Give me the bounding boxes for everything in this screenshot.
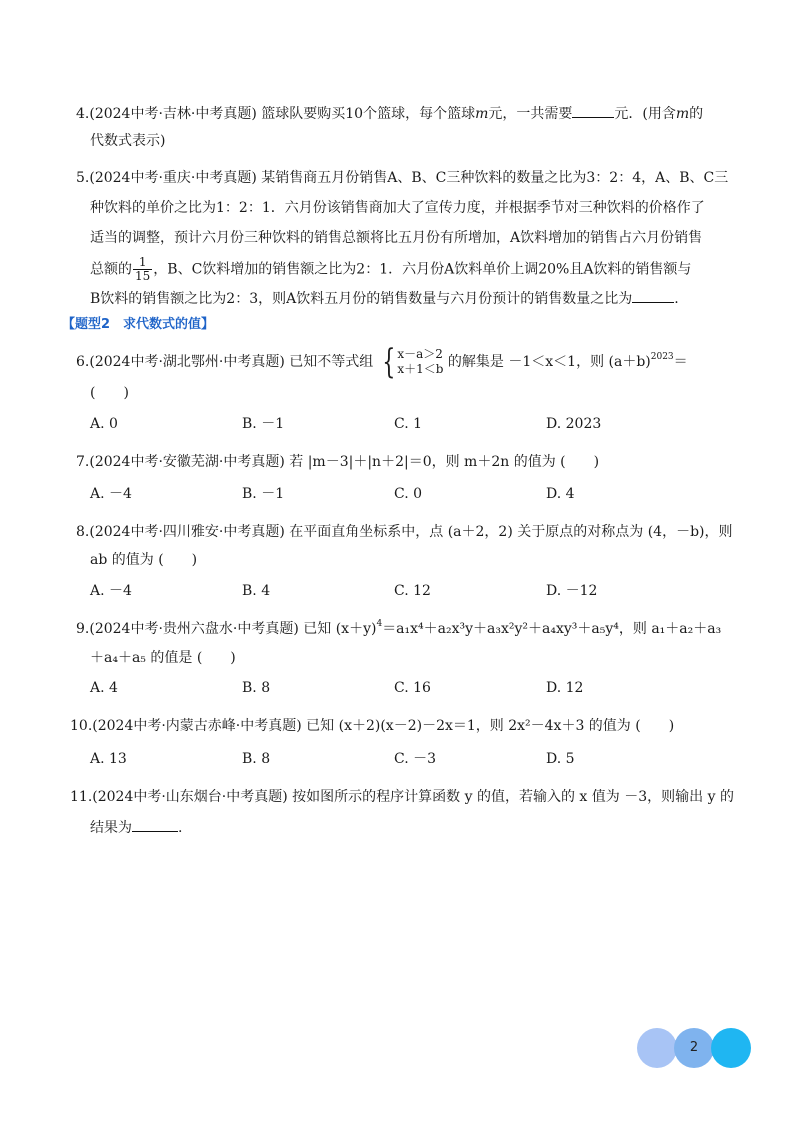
option-a[interactable]: A. 0 bbox=[90, 416, 118, 432]
question-text: 的解集是 －1＜x＜1，则 (a＋b) bbox=[447, 354, 651, 370]
question-11 bbox=[70, 787, 734, 807]
question-number: 8. bbox=[76, 524, 90, 540]
question-4-line2: 代数式表示) bbox=[90, 133, 166, 149]
option-b[interactable]: B. －1 bbox=[242, 416, 285, 432]
question-5-line4 bbox=[90, 256, 691, 283]
question-text: 元，一共需要 bbox=[488, 106, 573, 122]
inequality-2: x＋1＜b bbox=[397, 362, 444, 376]
question-5-line2: 种饮料的单价之比为1：2：1．六月份该销售商加大了宣传力度，并根据季节对三种饮料的价格作了 bbox=[90, 200, 705, 216]
question-text: 已知 (x＋y) bbox=[303, 621, 377, 637]
option-c[interactable]: C. 16 bbox=[394, 680, 431, 696]
question-text: ，B、C饮料增加的销售额之比为2：1．六月份A饮料单价上调20%且A饮料的销售额与 bbox=[153, 261, 692, 278]
option-b[interactable]: B. 8 bbox=[242, 751, 271, 767]
question-text: 已知不等式组 bbox=[289, 354, 374, 370]
question-4 bbox=[76, 103, 703, 124]
answer-blank[interactable] bbox=[572, 103, 614, 118]
question-8 bbox=[76, 522, 733, 542]
variable: m bbox=[675, 106, 690, 122]
question-6 bbox=[76, 342, 688, 382]
option-a[interactable]: A. －4 bbox=[90, 583, 132, 599]
question-text: 结果为 bbox=[90, 820, 132, 836]
fraction-denominator: 15 bbox=[135, 269, 151, 283]
question-text: 某销售商五月份销售A、B、C三种饮料的数量之比为3：2：4，A、B、C三 bbox=[261, 170, 729, 186]
option-d[interactable]: D. －12 bbox=[546, 583, 598, 599]
answer-blank[interactable] bbox=[132, 817, 178, 832]
question-9-line2: ＋a₄＋a₅ 的值是 ( ) bbox=[90, 650, 236, 666]
badge-circle-right bbox=[711, 1028, 751, 1068]
question-source: (2024中考·湖北鄂州·中考真题) bbox=[89, 354, 285, 370]
option-a[interactable]: A. 13 bbox=[90, 751, 127, 767]
option-c[interactable]: C. 12 bbox=[394, 583, 431, 599]
option-b[interactable]: B. 4 bbox=[242, 583, 271, 599]
section-header: 【题型2 求代数式的值】 bbox=[62, 317, 215, 332]
inequality-1: x－a＞2 bbox=[397, 347, 443, 361]
question-text: 在平面直角坐标系中，点 (a＋2，2) 关于原点的对称点为 (4，－b)，则 bbox=[289, 524, 733, 540]
question-text: . bbox=[178, 820, 183, 836]
question-text: 已知 (x＋2)(x－2)－2x＝1，则 2x²－4x＋3 的值为 ( ) bbox=[306, 718, 675, 734]
exponent: 2023 bbox=[650, 352, 674, 362]
question-11-line2 bbox=[90, 817, 182, 838]
answer-blank[interactable] bbox=[632, 288, 674, 303]
question-text: ＝a₁x⁴＋a₂x³y＋a₃x²y²＋a₄xy³＋a₅y⁴，则 a₁＋a₂＋a₃ bbox=[382, 621, 722, 637]
option-a[interactable]: A. －4 bbox=[90, 486, 132, 502]
page-number: 2 bbox=[689, 1040, 699, 1055]
brace-icon: { bbox=[382, 342, 396, 382]
option-c[interactable]: C. 0 bbox=[394, 486, 423, 502]
page-number-badge bbox=[637, 1028, 752, 1068]
question-number: 9. bbox=[76, 621, 90, 637]
question-number: 11. bbox=[70, 789, 93, 805]
question-source: (2024中考·重庆·中考真题) bbox=[89, 170, 257, 186]
option-c[interactable]: C. 1 bbox=[394, 416, 423, 432]
option-d[interactable]: D. 4 bbox=[546, 486, 575, 502]
question-number: 4. bbox=[76, 106, 90, 122]
question-number: 10. bbox=[70, 718, 93, 734]
option-a[interactable]: A. 4 bbox=[90, 680, 118, 696]
question-text: 总额的 bbox=[90, 261, 132, 278]
question-text: 若 |m－3|＋|n＋2|＝0，则 m＋2n 的值为 ( ) bbox=[289, 454, 600, 470]
question-9 bbox=[76, 619, 721, 639]
question-7 bbox=[76, 452, 599, 472]
exponent: 4 bbox=[376, 619, 383, 629]
question-source: (2024中考·山东烟台·中考真题) bbox=[92, 789, 288, 805]
question-6-paren[interactable]: ( ) bbox=[90, 385, 129, 401]
question-text: 篮球队要购买10个篮球，每个篮球 bbox=[261, 106, 476, 122]
option-d[interactable]: D. 12 bbox=[546, 680, 584, 696]
question-source: (2024中考·四川雅安·中考真题) bbox=[89, 524, 285, 540]
question-number: 5. bbox=[76, 170, 90, 186]
question-8-line2: ab 的值为 ( ) bbox=[90, 552, 198, 568]
question-source: (2024中考·内蒙古赤峰·中考真题) bbox=[92, 718, 302, 734]
badge-circle-middle bbox=[674, 1028, 714, 1068]
inequality-system bbox=[397, 347, 443, 377]
question-source: (2024中考·吉林·中考真题) bbox=[89, 106, 257, 122]
question-5-line3: 适当的调整，预计六月份三种饮料的销售总额将比五月份有所增加，A饮料增加的销售占六月份销售 bbox=[90, 230, 703, 246]
question-text: 的 bbox=[689, 106, 704, 122]
question-text: B饮料的销售额之比为2：3，则A饮料五月份的销售数量与六月份预计的销售数量之比为 bbox=[90, 291, 633, 307]
fraction bbox=[133, 256, 152, 283]
option-d[interactable]: D. 2023 bbox=[546, 416, 602, 432]
badge-circle-left bbox=[637, 1028, 677, 1068]
question-number: 6. bbox=[76, 354, 90, 370]
question-10 bbox=[70, 716, 674, 736]
option-c[interactable]: C. －3 bbox=[394, 751, 437, 767]
question-text: . bbox=[674, 291, 679, 307]
question-source: (2024中考·贵州六盘水·中考真题) bbox=[89, 621, 299, 637]
option-d[interactable]: D. 5 bbox=[546, 751, 575, 767]
question-5 bbox=[76, 168, 728, 188]
option-b[interactable]: B. 8 bbox=[242, 680, 271, 696]
question-source: (2024中考·安徽芜湖·中考真题) bbox=[89, 454, 285, 470]
question-5-line5 bbox=[90, 288, 679, 309]
question-text: 按如图所示的程序计算函数 y 的值，若输入的 x 值为 －3，则输出 y 的 bbox=[292, 789, 734, 805]
option-b[interactable]: B. －1 bbox=[242, 486, 285, 502]
question-text: ＝ bbox=[673, 354, 688, 370]
fraction-numerator: 1 bbox=[133, 256, 152, 270]
question-number: 7. bbox=[76, 454, 90, 470]
question-text: 元．(用含 bbox=[614, 106, 676, 122]
variable: m bbox=[475, 106, 489, 122]
